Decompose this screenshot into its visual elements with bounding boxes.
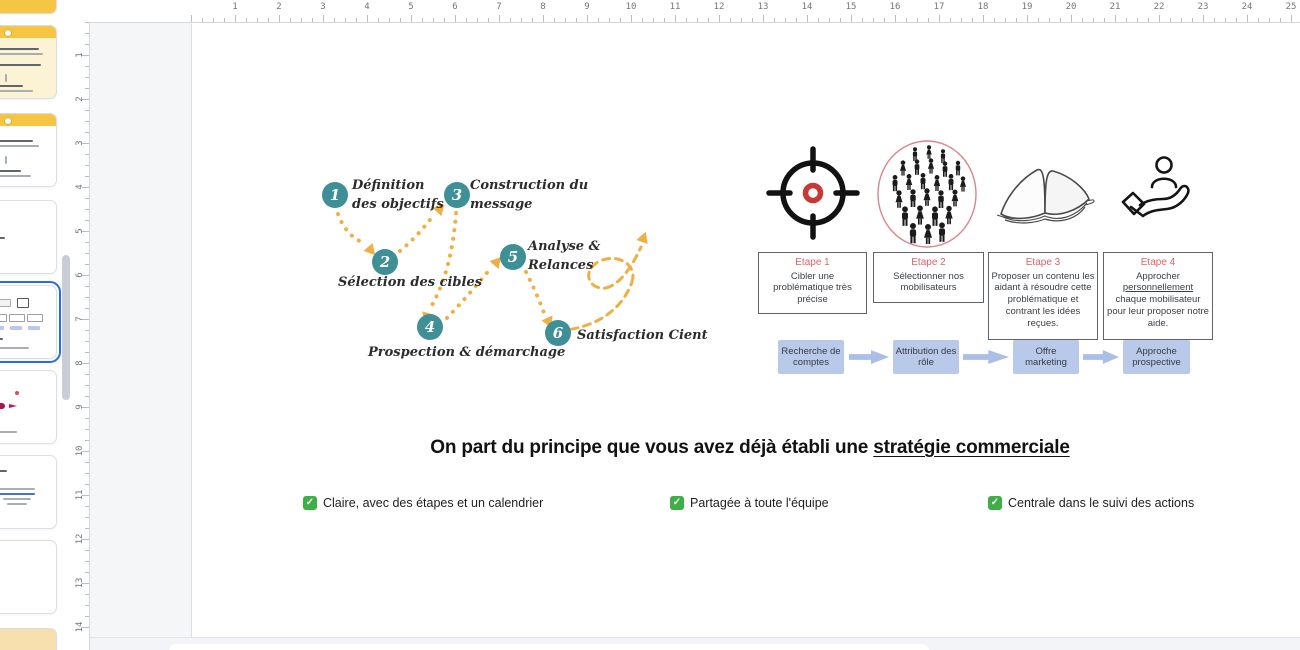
ruler-number: 10 [625, 2, 637, 12]
ruler-tick [85, 264, 89, 265]
ruler-number: 14 [75, 621, 85, 633]
ruler-tick [532, 18, 533, 22]
ruler-number: 11 [669, 2, 681, 12]
ruler-number: 18 [977, 2, 989, 12]
ruler-tick [85, 33, 89, 34]
ruler-tick [85, 605, 89, 606]
flow-step-label: Définition des objectifs [352, 178, 444, 212]
ruler-tick [246, 18, 247, 22]
ruler-tick [367, 15, 368, 22]
ruler-tick [961, 18, 962, 22]
ruler-tick [686, 18, 687, 22]
ruler-number: 3 [320, 2, 326, 12]
ruler-tick [829, 18, 830, 22]
ruler-tick [565, 18, 566, 22]
ruler-horizontal [74, 0, 1300, 23]
ruler-number: 23 [1197, 2, 1209, 12]
ruler-tick [85, 220, 89, 221]
ruler-tick [202, 18, 203, 22]
ruler-tick [455, 15, 456, 22]
mini-magenta-arrow [9, 404, 17, 408]
ruler-tick [1214, 18, 1215, 22]
ruler-tick [730, 18, 731, 22]
ruler-tick [510, 18, 511, 22]
ruler-tick [1060, 18, 1061, 22]
ruler-tick [191, 15, 192, 22]
ruler-tick [620, 18, 621, 22]
ruler-tick [400, 18, 401, 22]
slide-thumbnail-rail [0, 0, 62, 650]
ruler-tick [85, 550, 89, 551]
ruler-tick [85, 330, 89, 331]
flow-step-label: Prospection & démarchage [368, 345, 566, 360]
ruler-tick [928, 18, 929, 22]
slide-thumbnail-6[interactable] [0, 370, 57, 444]
ruler-number: 24 [1241, 2, 1253, 12]
ruler-tick [312, 18, 313, 22]
ruler-tick [85, 121, 89, 122]
flow-step-label: Construction du message [470, 178, 589, 212]
etape-title: Etape 2 [911, 257, 946, 268]
pencil-badge-icon [4, 117, 12, 125]
ruler-tick [85, 418, 89, 419]
ruler-tick [85, 88, 89, 89]
ruler-tick [323, 15, 324, 22]
ruler-number: 5 [75, 228, 85, 234]
mini-book-icon [0, 299, 11, 307]
ruler-tick [85, 352, 89, 353]
ruler-tick [257, 18, 258, 22]
ruler-number: 6 [452, 2, 458, 12]
ruler-number: 7 [496, 2, 502, 12]
ruler-tick [1247, 15, 1248, 22]
ruler-tick [85, 209, 89, 210]
ruler-tick [85, 110, 89, 111]
ruler-tick [642, 18, 643, 22]
ruler-tick [763, 15, 764, 22]
process-box-3[interactable]: Offre marketing [1013, 340, 1079, 374]
check-label: Claire, avec des étapes et un calendrier [323, 496, 544, 510]
ruler-tick [85, 198, 89, 199]
ruler-number: 22 [1153, 2, 1165, 12]
ruler-tick [543, 15, 544, 22]
ruler-tick [796, 18, 797, 22]
ruler-tick [85, 242, 89, 243]
ruler-tick [884, 18, 885, 22]
ruler-tick [1137, 18, 1138, 22]
ruler-tick [85, 165, 89, 166]
ruler-number: 19 [1021, 2, 1033, 12]
ruler-number: 8 [540, 2, 546, 12]
flow-step-circle: 6 [545, 320, 571, 346]
ruler-tick [840, 18, 841, 22]
ruler-tick [983, 15, 984, 22]
ruler-number: 17 [933, 2, 945, 12]
process-box-1[interactable]: Recherche de comptes [778, 340, 844, 374]
ruler-tick [85, 66, 89, 67]
ruler-tick [85, 594, 89, 595]
etape-title: Etape 3 [1025, 257, 1061, 268]
ruler-tick [85, 132, 89, 133]
ruler-tick [1104, 18, 1105, 22]
slide-thumbnail-4[interactable] [0, 200, 57, 274]
ruler-tick [1093, 18, 1094, 22]
ruler-tick [862, 18, 863, 22]
ruler-tick [85, 341, 89, 342]
ruler-number: 4 [364, 2, 370, 12]
ruler-tick [85, 440, 89, 441]
ruler-tick [950, 18, 951, 22]
bottom-bar [89, 637, 1300, 650]
ruler-tick [85, 253, 89, 254]
etape-box-4[interactable]: Etape 4 Approcher personnellement chaque mobilisateur pour leur proposer notre aide. [1103, 252, 1213, 340]
ruler-tick [378, 18, 379, 22]
etape-title: Etape 1 [795, 257, 830, 268]
ruler-number: 14 [801, 2, 813, 12]
ruler-tick [752, 18, 753, 22]
check-item-3[interactable] [988, 496, 1194, 510]
ruler-number: 8 [75, 360, 85, 366]
ruler-number: 3 [75, 140, 85, 146]
ruler-tick [741, 18, 742, 22]
ruler-number: 10 [75, 445, 85, 457]
ruler-number: 25 [1285, 2, 1297, 12]
ruler-vertical [74, 22, 90, 650]
ruler-number: 2 [276, 2, 282, 12]
ruler-tick [1027, 15, 1028, 22]
heading-underlined: stratégie commerciale [873, 437, 1070, 458]
mini-hand-icon [17, 298, 29, 308]
ruler-tick [1148, 18, 1149, 22]
ruler-tick [85, 385, 89, 386]
ruler-number: 15 [845, 2, 857, 12]
ruler-number: 4 [75, 184, 85, 190]
ruler-tick [85, 286, 89, 287]
slide-heading[interactable]: On part du principe que vous avez déjà établi une stratégie commerciale [430, 437, 1070, 458]
etape-box-1[interactable]: Etape 1 Cibler une problématique très précise [758, 252, 867, 314]
slide-thumbnail-8[interactable] [0, 540, 57, 614]
ruler-tick [499, 15, 500, 22]
ruler-tick [334, 18, 335, 22]
ruler-tick [422, 18, 423, 22]
ruler-tick [85, 484, 89, 485]
ruler-tick [466, 18, 467, 22]
ruler-tick [85, 154, 89, 155]
ruler-tick [224, 18, 225, 22]
ruler-tick [1082, 18, 1083, 22]
ruler-tick [477, 18, 478, 22]
ruler-tick [895, 15, 896, 22]
ruler-number: 7 [75, 316, 85, 322]
ruler-number: 12 [75, 533, 85, 545]
ruler-tick [279, 15, 280, 22]
flow-step-circle: 4 [417, 314, 443, 340]
flow-step-circle: 1 [322, 182, 348, 208]
check-icon: ✓ [988, 496, 1002, 510]
ruler-tick [939, 15, 940, 22]
ruler-tick [1192, 18, 1193, 22]
crowd-icon[interactable] [875, 138, 979, 255]
ruler-number: 20 [1065, 2, 1077, 12]
ruler-tick [85, 517, 89, 518]
check-item-2[interactable] [670, 496, 829, 510]
ruler-tick [719, 15, 720, 22]
ruler-number: 16 [889, 2, 901, 12]
check-label: Centrale dans le suivi des actions [1008, 496, 1195, 510]
ruler-tick [774, 18, 775, 22]
ruler-tick [521, 18, 522, 22]
ruler-number: 9 [75, 404, 85, 410]
ruler-number: 1 [232, 2, 238, 12]
target-icon[interactable] [766, 146, 860, 245]
ruler-tick [85, 473, 89, 474]
process-box-4[interactable]: Approche prospective [1123, 340, 1190, 374]
ruler-tick [873, 18, 874, 22]
ruler-tick [917, 18, 918, 22]
slide-thumbnail-3[interactable] [0, 113, 57, 187]
ruler-number: 13 [75, 577, 85, 589]
ruler-tick [411, 15, 412, 22]
ruler-tick [85, 44, 89, 45]
slide-thumbnail-7[interactable] [0, 455, 57, 529]
ruler-tick [213, 18, 214, 22]
ruler-number: 11 [75, 489, 85, 501]
ruler-tick [268, 18, 269, 22]
ruler-tick [1038, 18, 1039, 22]
ruler-tick [1181, 18, 1182, 22]
ruler-tick [433, 18, 434, 22]
ruler-tick [1291, 15, 1292, 22]
flow-step-circle: 2 [372, 249, 398, 275]
ruler-tick [972, 18, 973, 22]
ruler-tick [1005, 18, 1006, 22]
ruler-tick [85, 429, 89, 430]
open-book-icon[interactable] [995, 155, 1095, 240]
ruler-tick [785, 18, 786, 22]
ruler-tick [85, 77, 89, 78]
ruler-tick [345, 18, 346, 22]
ruler-tick [1258, 18, 1259, 22]
flow-step-label: Sélection des cibles [338, 275, 483, 290]
ruler-tick [1236, 18, 1237, 22]
ruler-tick [994, 18, 995, 22]
check-label: Partagée à toute l'équipe [690, 496, 829, 510]
ruler-tick [85, 176, 89, 177]
ruler-number: 1 [75, 52, 85, 58]
flow-step-label: Analyse & Relances [528, 239, 601, 273]
ruler-tick [631, 15, 632, 22]
ruler-tick [85, 506, 89, 507]
check-item-1[interactable] [303, 496, 543, 510]
etape-box-2[interactable]: Etape 2 Sélectionner nos mobilisateurs [873, 252, 984, 303]
ruler-tick [301, 18, 302, 22]
pencil-badge-icon [4, 29, 12, 37]
ruler-tick [807, 15, 808, 22]
etape-title: Etape 4 [1140, 257, 1176, 268]
ruler-tick [697, 18, 698, 22]
ruler-tick [708, 18, 709, 22]
ruler-tick [554, 18, 555, 22]
ruler-tick [1071, 15, 1072, 22]
ruler-tick [1115, 15, 1116, 22]
ruler-tick [653, 18, 654, 22]
ruler-tick [85, 308, 89, 309]
ruler-tick [818, 18, 819, 22]
ruler-tick [389, 18, 390, 22]
ruler-tick [85, 374, 89, 375]
ruler-tick [290, 18, 291, 22]
flow-step-circle: 3 [444, 182, 470, 208]
ruler-tick [444, 18, 445, 22]
ruler-number: 2 [75, 96, 85, 102]
ruler-tick [85, 616, 89, 617]
ruler-tick [1170, 18, 1171, 22]
hand-holding-person-icon[interactable] [1115, 152, 1199, 235]
ruler-tick [587, 15, 588, 22]
ruler-number: 12 [713, 2, 725, 12]
ruler-tick [609, 18, 610, 22]
ruler-tick [576, 18, 577, 22]
ruler-tick [1159, 15, 1160, 22]
slide-thumbnail-5-selected[interactable] [0, 285, 57, 359]
ruler-tick [906, 18, 907, 22]
ruler-number: 9 [584, 2, 590, 12]
ruler-tick [675, 15, 676, 22]
ruler-tick [85, 572, 89, 573]
ruler-number: 21 [1109, 2, 1121, 12]
ruler-tick [664, 18, 665, 22]
ruler-tick [1049, 18, 1050, 22]
ruler-number: 6 [75, 272, 85, 278]
slide-thumbnail-partial-bottom[interactable] [0, 628, 57, 650]
ruler-tick [1269, 18, 1270, 22]
ruler-tick [1126, 18, 1127, 22]
process-box-2[interactable]: Attribution des rôle [893, 340, 959, 374]
ruler-number: 13 [757, 2, 769, 12]
check-icon: ✓ [670, 496, 684, 510]
ruler-tick [1203, 15, 1204, 22]
ruler-tick [85, 462, 89, 463]
flow-step-circle: 5 [500, 244, 526, 270]
ruler-tick [1225, 18, 1226, 22]
ruler-tick [85, 561, 89, 562]
mini-magenta-bar [0, 403, 5, 409]
flow-step-label: Satisfaction Cient [577, 328, 708, 343]
ruler-number: 5 [408, 2, 414, 12]
ruler-tick [851, 15, 852, 22]
etape-box-3[interactable]: Etape 3 Proposer un contenu les aidant à résoudre cette problématique et contrant les idées reçues. [988, 252, 1098, 340]
slide-thumbnail-2[interactable] [0, 25, 57, 99]
ruler-tick [1016, 18, 1017, 22]
ruler-tick [85, 297, 89, 298]
slide-thumbnail-partial-top[interactable] [0, 0, 57, 14]
ruler-tick [356, 18, 357, 22]
ruler-tick [488, 18, 489, 22]
ruler-tick [598, 18, 599, 22]
ruler-tick [235, 15, 236, 22]
ruler-tick [85, 22, 89, 23]
ruler-tick [85, 396, 89, 397]
ruler-tick [85, 528, 89, 529]
thumbnail-scrollbar[interactable] [62, 255, 70, 400]
check-icon: ✓ [303, 496, 317, 510]
ruler-tick [1280, 18, 1281, 22]
